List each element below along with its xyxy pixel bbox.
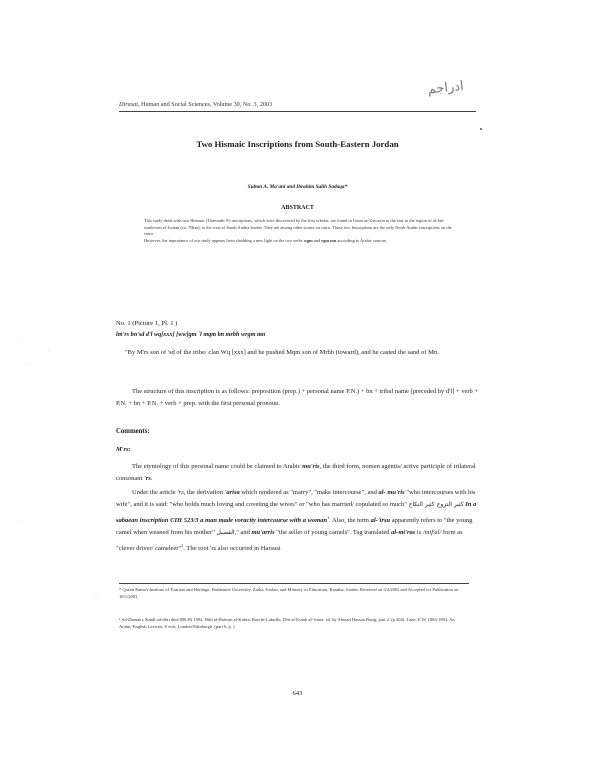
- abstract-text: and: [312, 237, 322, 243]
- term: mu'arris: [251, 529, 275, 537]
- etymology-paragraph: [116, 461, 480, 485]
- term: 'arisa: [224, 489, 240, 496]
- margin-mark: ·: [48, 348, 50, 354]
- text-run: ," and: [234, 529, 252, 537]
- term: al-mi'ras: [391, 529, 416, 537]
- text-run: . Also, the term: [329, 516, 371, 524]
- verb-term: rgm mn: [321, 237, 337, 243]
- text-run: , the derivation: [183, 489, 225, 496]
- derivation-paragraph: [116, 487, 480, 555]
- journal-details: , Human and Social Sciences, Volume 30, No. 3, 2003: [137, 101, 273, 108]
- text-run: form as "clever driver/ cameleer": [116, 529, 463, 552]
- handwritten-annotation: ادراجم: [426, 78, 465, 98]
- term: al-'irsu: [370, 516, 391, 524]
- paragraph-text: The structure of this inscription is as follows: preposition (prep.) + personal name P.N.) + bn + tribal name [preceded by d'l] + verb + P.N. + bn + P.N. + verb + prep. with the first personal pronoun.: [116, 388, 479, 407]
- text-run: "who intercourses with his wife", and it is said: "who holds much loving and coveting the wives" or "who has married/ copulated so much": [116, 489, 476, 509]
- verb-term: wgm: [303, 237, 313, 243]
- comments-heading: Comments:: [116, 428, 150, 435]
- abstract-text: However, the importance of our study appears from shedding a new light on the two verbs: [144, 237, 304, 243]
- abstract-heading: ABSTRACT: [281, 205, 314, 211]
- abstract-text: according to Arabic sources.: [336, 237, 388, 243]
- page-number: 643: [292, 690, 303, 697]
- text-run: , the third form, nomen agentis/ active participle of trilateral consonant: [116, 463, 476, 482]
- abstract-paragraph-2: [144, 238, 456, 245]
- paper-authors: Sultan A. Ma'ani and Ibrahim Salih Sadaqa*: [247, 184, 348, 190]
- text-run: "the seller of young camels". Tag translated: [274, 529, 392, 537]
- term: 'rs: [143, 475, 151, 482]
- text-run: . The root 'rs also occurred in Harsusi: [183, 544, 281, 552]
- inscription-label: No. 1 (Picture 1, Pl. 1 ): [116, 320, 178, 327]
- speck-mark: [480, 128, 482, 130]
- running-header: [119, 101, 272, 108]
- text-run: apparently refers to "the young camel when weaned from his mother": [116, 516, 473, 537]
- term: /mif'al/: [422, 529, 442, 537]
- paragraph-text: "By M'rs son of 'sd of the tribe/ clan Wq [xxx] and he pushed Mqm son of Mrbh (toward), and he casted the sand of Mn.: [125, 349, 439, 356]
- affiliation-footnote: * Queen Rania's Institute of Tourism and Heritage, Hashemite University, Zarka, Jordan, and Ministry of Education, Ramtha, Jordan. Received on 3/4/2002 and Accepted for Publication on 18/1/2003.: [119, 587, 459, 599]
- abstract-paragraph-1: This study deals with two Hismaic (Thamudic E) inscriptions, which were discovered by the first scholar, are found in Umm az-Zawayin to the east in the region of al-Jafr south-east of Jordan (ca. 70km), to the west of Saudi Arabia border. They are among other stones on cairn. Those two Inscriptions are the only North Arabic inscriptions on the cairn.: [144, 218, 452, 237]
- margin-mark: · ·: [94, 592, 98, 597]
- abstract-body: [144, 218, 456, 244]
- margin-mark: ·: [29, 362, 31, 368]
- footnote-ref: 2: [181, 542, 184, 548]
- journal-name: Dirasat: [119, 101, 138, 108]
- arabic-phrase: كثير التزوج كثير النكاح: [408, 501, 464, 509]
- paragraph-text: [116, 461, 480, 485]
- margin-mark: ·: [18, 519, 20, 525]
- structure-paragraph: [116, 386, 480, 410]
- footnote-ref: 1: [327, 514, 330, 520]
- header-divider: [119, 111, 476, 112]
- term: al- mu'ris: [378, 489, 405, 496]
- sabaean-reference: In a sabaean inscription CIH 523/3 a man made voracity intercourse with a woman: [116, 501, 477, 524]
- inscription-transliteration: lm'rs bn'sd d'l wq[xxx] [ww]gm `l mqm bn mrbh wrgm mn: [116, 331, 266, 338]
- term: 'rs: [177, 489, 184, 496]
- text-run: .: [150, 475, 153, 482]
- mrs-subheading: M'rs:: [116, 446, 131, 453]
- term: mu'ris: [302, 463, 320, 470]
- text-run: which rendered as "marry", "make intercourse", and: [239, 489, 379, 496]
- paragraph-text: [116, 487, 480, 555]
- text-run: is: [415, 529, 423, 537]
- reference-footnote: ¹ Ad-Damairi, Kmdl ad-dln (died 808 H) 1994. Hitb al-Haiwan al-Kubra, Bayrfit-Lubnfln, Dfir al-Kutub al-'ilmia. ed. by Ahmad Hassan Basig, part 2. (p.304). Lane, E.W. 1863-1893, An Arabic-English Lexicon, 8 vols. London-Edinburgh. (part 6, p. ): [119, 617, 455, 629]
- text-run: Under the article: [132, 489, 178, 496]
- footnote-divider: [119, 583, 469, 584]
- arabic-phrase: الفصيل: [216, 529, 235, 537]
- text-run: The etymology of this personal name could be claimed to Arabic: [132, 463, 303, 470]
- margin-mark: ·: [20, 339, 22, 345]
- translation-paragraph: [116, 347, 480, 359]
- paper-title: Two Hismaic Inscriptions from South-Eastern Jordan: [196, 139, 399, 149]
